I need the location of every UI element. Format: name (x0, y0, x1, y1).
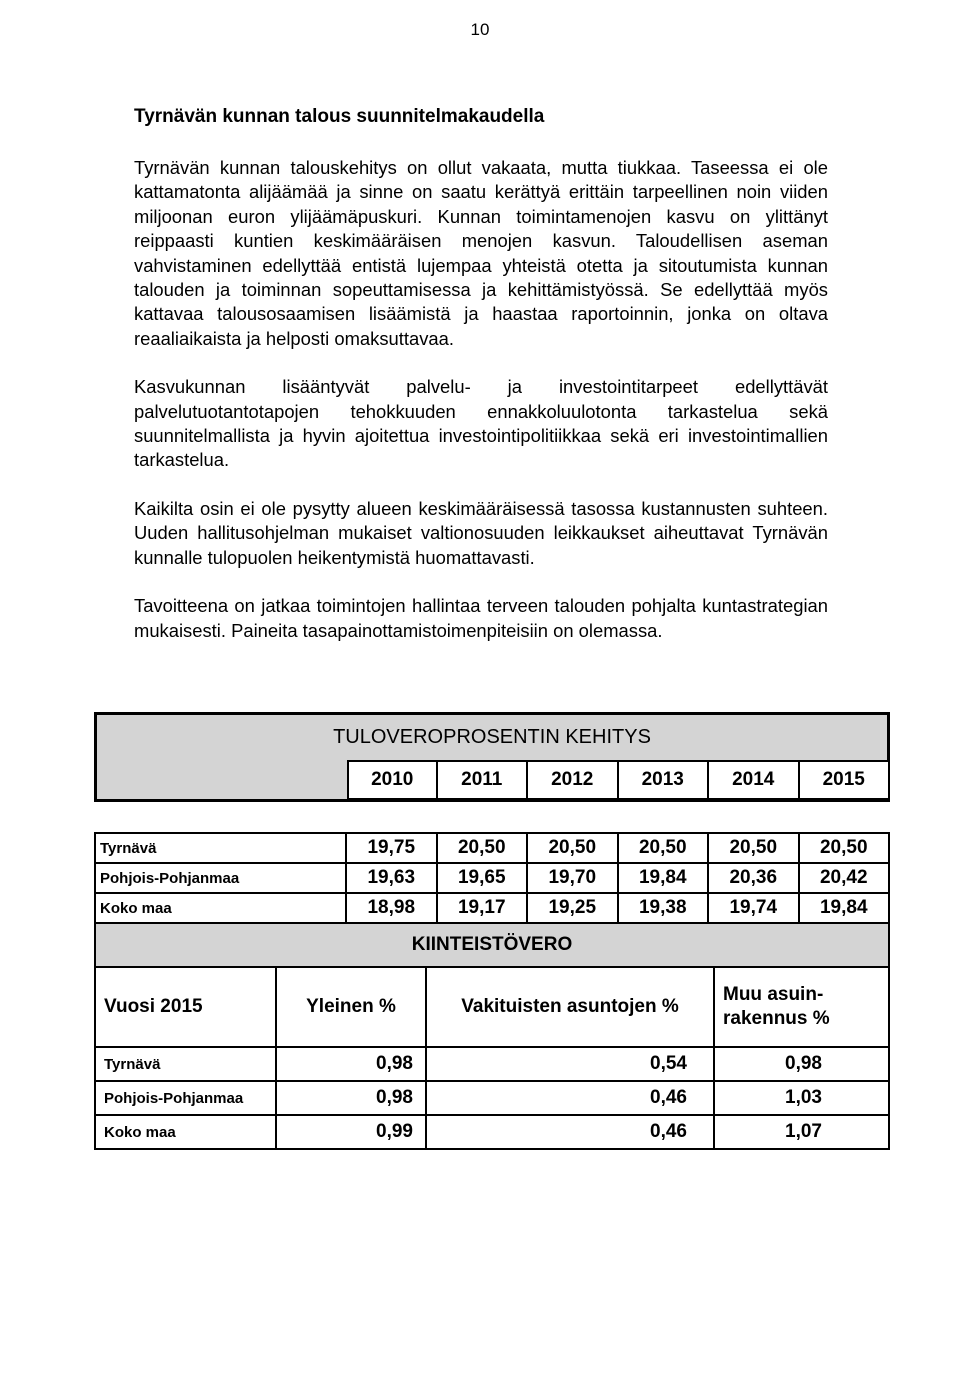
document-body (134, 104, 828, 643)
property-header-other (713, 966, 890, 1048)
tax-value: 19,75 (345, 832, 438, 864)
tax-value: 20,36 (707, 862, 800, 894)
row-label: Tyrnävä (94, 832, 349, 864)
year-2012: 2012 (526, 760, 619, 800)
row-label: Koko maa (94, 892, 349, 924)
property-value: 0,98 (275, 1080, 427, 1116)
row-label: Tyrnävä (94, 1046, 277, 1082)
tax-value: 18,98 (345, 892, 438, 924)
property-header: Yleinen % (275, 966, 427, 1048)
property-tax-title: KIINTEISTÖVERO (94, 922, 890, 968)
year-2011: 2011 (436, 760, 529, 800)
year-2015: 2015 (798, 760, 891, 800)
tax-value: 20,50 (798, 832, 891, 864)
tax-value: 20,50 (707, 832, 800, 864)
year-2010: 2010 (347, 760, 438, 800)
property-value: 0,98 (713, 1046, 890, 1082)
tax-value: 20,42 (798, 862, 891, 894)
property-value: 0,46 (425, 1080, 715, 1116)
tax-value: 19,70 (526, 862, 619, 894)
tax-value: 20,50 (436, 832, 529, 864)
tax-value: 19,84 (617, 862, 710, 894)
tax-value: 19,17 (436, 892, 529, 924)
section-heading: Tyrnävän kunnan talous suunnitelmakaudella (134, 106, 545, 127)
tax-value: 19,63 (345, 862, 438, 894)
tax-value: 19,74 (707, 892, 800, 924)
row-label: Pohjois-Pohjanmaa (94, 1080, 277, 1116)
property-value: 1,03 (713, 1080, 890, 1116)
tax-value: 19,84 (798, 892, 891, 924)
property-value: 0,98 (275, 1046, 427, 1082)
property-header: Vuosi 2015 (94, 966, 277, 1048)
property-header: Vakituisten asuntojen % (425, 966, 715, 1048)
year-2013: 2013 (617, 760, 710, 800)
tax-value: 19,25 (526, 892, 619, 924)
paragraph: Tyrnävän kunnan talouskehitys on ollut vakaata, mutta tiukkaa. Taseessa ei ole kattamatonta alijäämää ja sinne on saatu kerättyä erittäin tarpeellinen noin viiden miljoonan euron ylijäämäpuskuri. Kunnan toimintamenojen kasvu on ylittänyt reippaasti kuntien keskimääräisen menojen kasvun. Taloudellisen aseman vahvistaminen edellyttää entistä lujempaa yhteistä otetta ja sitoutumista kunnan talouden ja toiminnan sopeuttamisessa ja kehittämistyössä. Se edellyttää myös kattavaa talousosaamisen lisäämistä ja haastaa raportoinnin, jonka on oltava reaaliaikaista ja helposti omaksuttavaa. (134, 157, 828, 349)
row-label: Koko maa (94, 1114, 277, 1150)
property-value: 1,07 (713, 1114, 890, 1150)
header-line: Muu asuin- (723, 984, 824, 1005)
paragraph: Tavoitteena on jatkaa toimintojen hallintaa terveen talouden pohjalta kuntastrategian mukaisesti. Paineita tasapainottamistoimenpiteisiin on olemassa. (134, 595, 828, 641)
tax-value: 19,65 (436, 862, 529, 894)
income-tax-heading: TULOVEROPROSENTIN KEHITYS (333, 725, 651, 748)
tax-value: 20,50 (526, 832, 619, 864)
tax-value: 20,50 (617, 832, 710, 864)
paragraph: Kasvukunnan lisääntyvät palvelu- ja investointitarpeet edellyttävät palvelutuotantotapojen tehokkuuden ennakkoluulotonta tarkastelua sekä suunnitelmallista ja hyvin ajoitettua investointipolitiikkaa sekä eri investointimallien tarkastelua. (134, 376, 828, 471)
paragraph: Kaikilta osin ei ole pysytty alueen keskimääräisessä tasossa kustannusten suhteen. Uuden hallitusohjelman mukaiset valtionosuuden leikkaukset aiheuttavat Tyrnävän kunnalle tulopuolen heikentymistä huomattavasti. (134, 497, 828, 568)
tax-value: 19,38 (617, 892, 710, 924)
property-tax-layer (94, 712, 890, 1154)
row-label: Pohjois-Pohjanmaa (94, 862, 349, 894)
property-value: 0,46 (425, 1114, 715, 1150)
year-2014: 2014 (707, 760, 800, 800)
page-number: 10 (470, 20, 490, 39)
header-line: rakennus % (723, 1008, 830, 1029)
property-value: 0,54 (425, 1046, 715, 1082)
property-value: 0,99 (275, 1114, 427, 1150)
